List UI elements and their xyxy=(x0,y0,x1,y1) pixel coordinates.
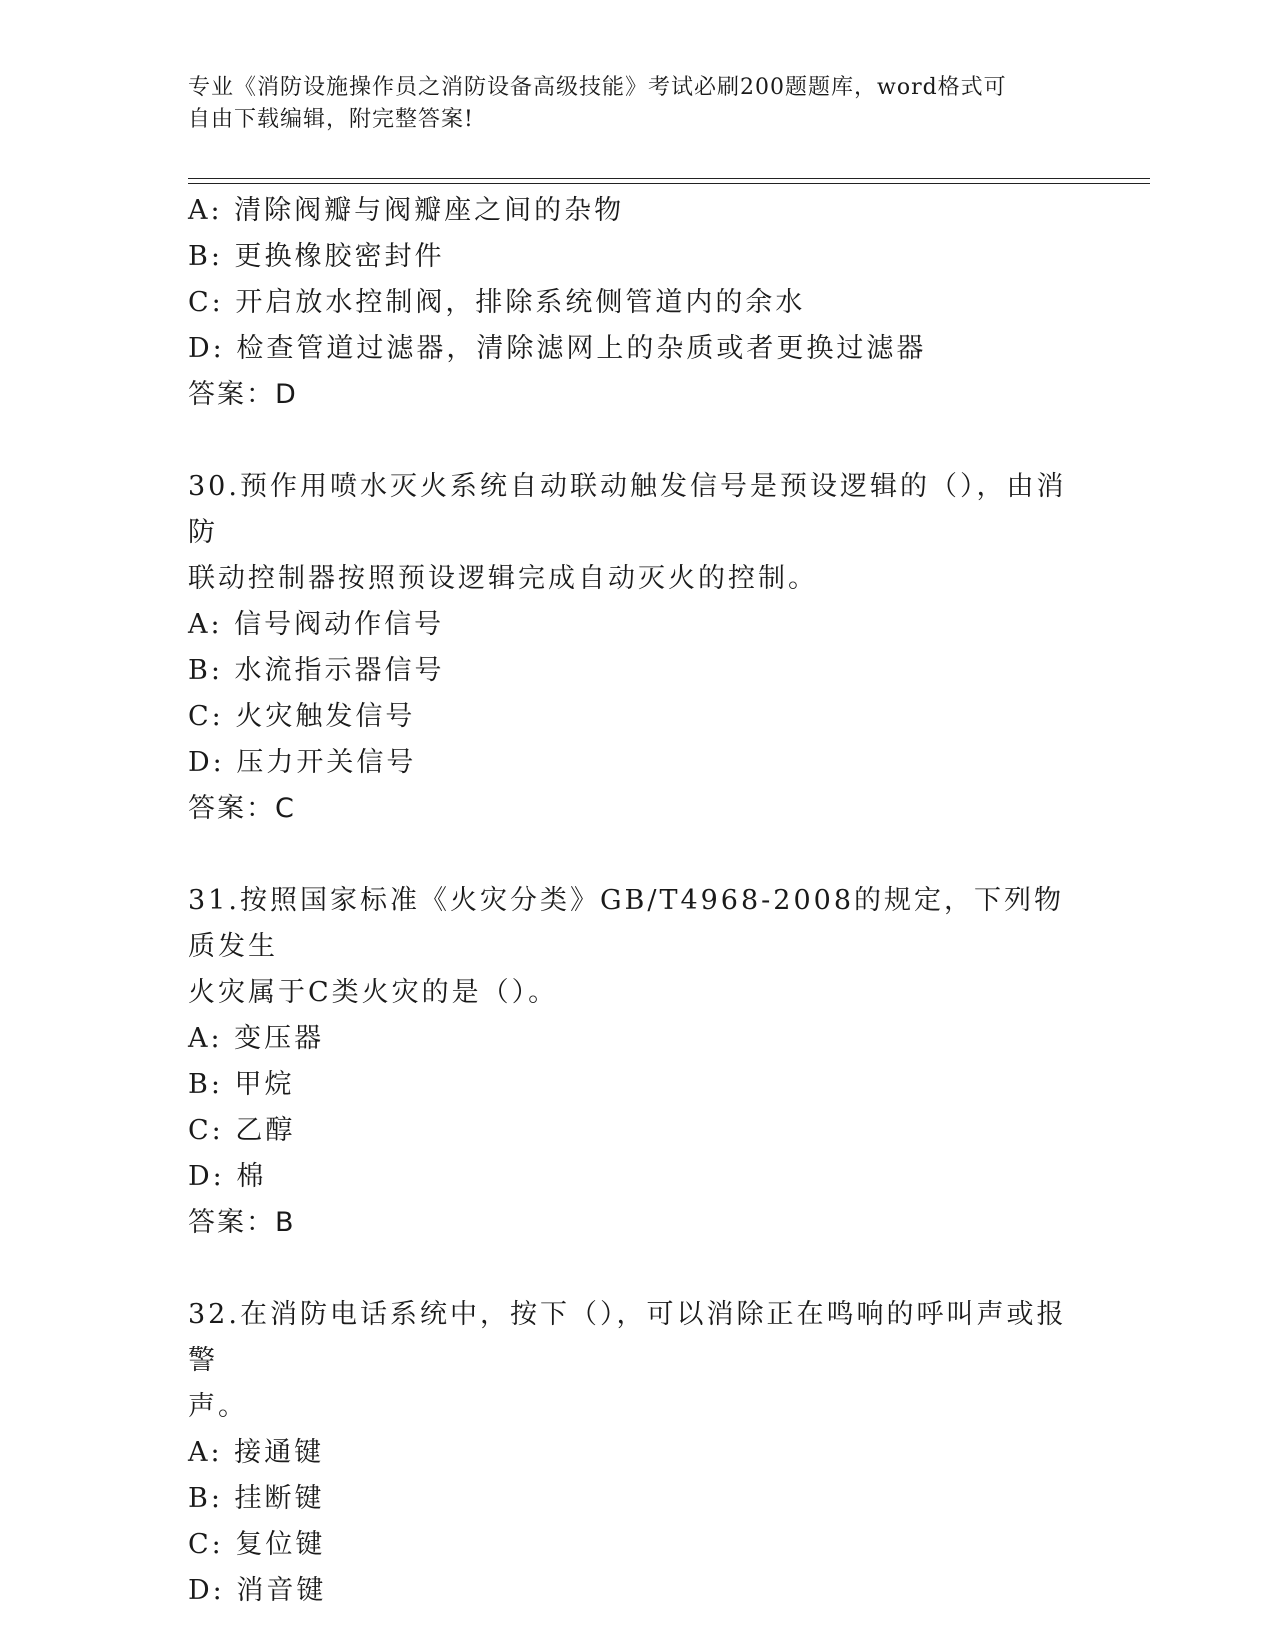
question-stem-line-1: 32.在消防电话系统中，按下（），可以消除正在鸣响的呼叫声或报警 xyxy=(188,1299,1067,1376)
option-a: A: 变压器 xyxy=(188,1023,325,1054)
option-b: B: 更换橡胶密封件 xyxy=(188,241,445,272)
header-line-2: 自由下载编辑，附完整答案! xyxy=(188,107,474,132)
question-stem-line-2: 联动控制器按照预设逻辑完成自动灭火的控制。 xyxy=(188,563,818,594)
question-31 xyxy=(188,878,1088,1246)
question-29-tail xyxy=(188,188,1088,418)
answer-line: 答案：B xyxy=(188,1207,296,1238)
header-line-1: 专业《消防设施操作员之消防设备高级技能》考试必刷200题题库，word格式可 xyxy=(188,75,1007,100)
option-a: A: 清除阀瓣与阀瓣座之间的杂物 xyxy=(188,195,625,226)
option-c: C: 火灾触发信号 xyxy=(188,701,416,732)
question-30 xyxy=(188,464,1088,832)
question-content xyxy=(188,188,1088,1614)
answer-line: 答案：D xyxy=(188,379,298,410)
question-32 xyxy=(188,1292,1088,1614)
option-b: B: 甲烷 xyxy=(188,1069,295,1100)
question-stem-line-1: 31.按照国家标准《火灾分类》GB/T4968-2008的规定，下列物质发生 xyxy=(188,885,1065,962)
question-stem-line-1: 30.预作用喷水灭火系统自动联动触发信号是预设逻辑的（），由消防 xyxy=(188,471,1067,548)
option-c: C: 开启放水控制阀，排除系统侧管道内的余水 xyxy=(188,287,806,318)
option-c: C: 乙醇 xyxy=(188,1115,296,1146)
option-c: C: 复位键 xyxy=(188,1529,326,1560)
header-divider-top xyxy=(188,178,1150,179)
option-a: A: 接通键 xyxy=(188,1437,325,1468)
option-d: D: 检查管道过滤器，清除滤网上的杂质或者更换过滤器 xyxy=(188,333,927,364)
option-d: D: 压力开关信号 xyxy=(188,747,417,778)
page-header xyxy=(188,72,1068,136)
header-divider-bottom xyxy=(188,183,1150,184)
option-d: D: 棉 xyxy=(188,1161,267,1192)
option-a: A: 信号阀动作信号 xyxy=(188,609,445,640)
option-d: D: 消音键 xyxy=(188,1575,327,1606)
question-stem-line-2: 声。 xyxy=(188,1391,248,1422)
answer-line: 答案：C xyxy=(188,793,296,824)
option-b: B: 挂断键 xyxy=(188,1483,325,1514)
question-stem-line-2: 火灾属于C类火灾的是（）。 xyxy=(188,977,559,1008)
option-b: B: 水流指示器信号 xyxy=(188,655,445,686)
